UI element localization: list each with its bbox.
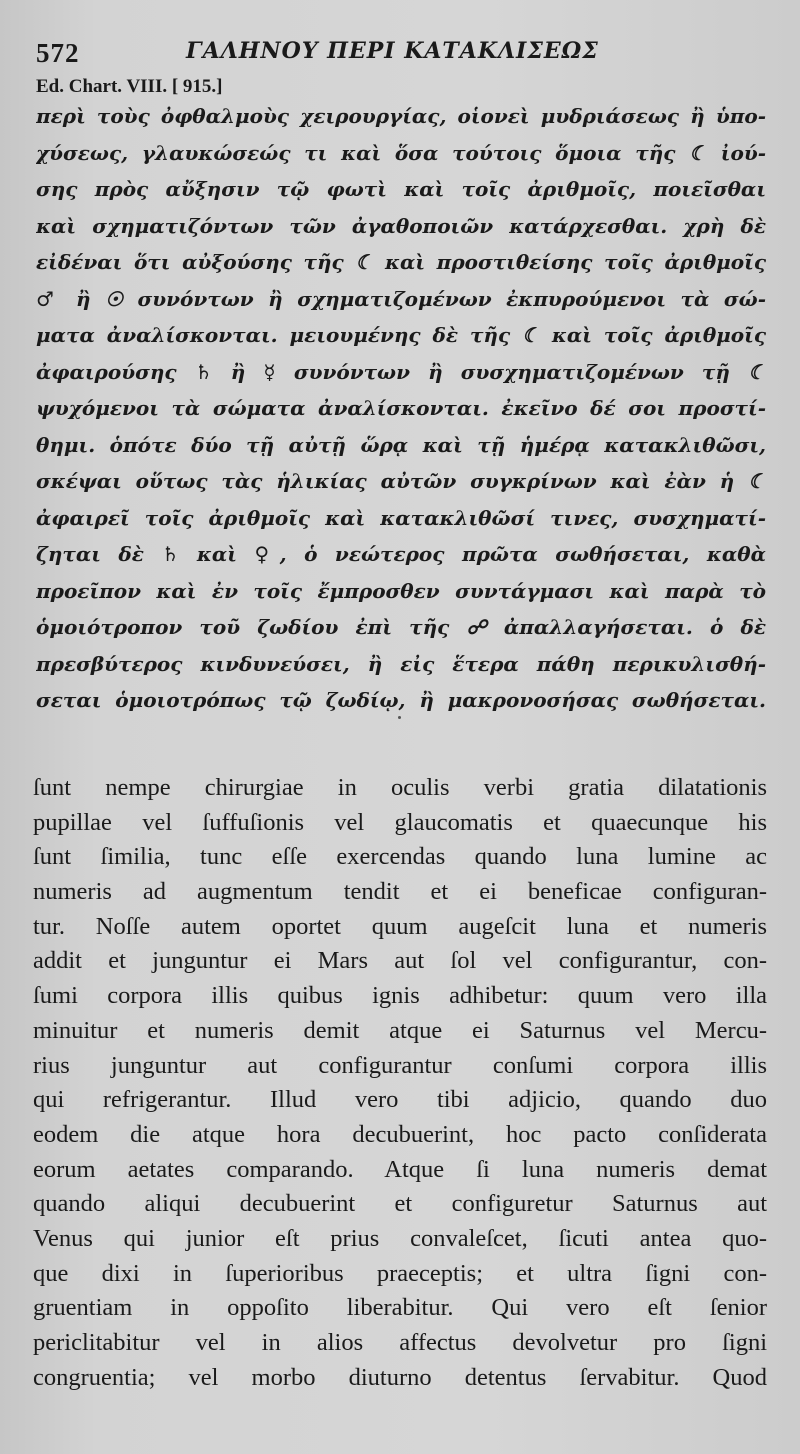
greek-text-line: χύσεως, γλαυκώσεώς τι καὶ ὅσα τούτοις ὅμοια τῆς ☾ ἰού- [36,140,766,165]
greek-text-line: ματα ἀναλίσκονται. μειουμένης δὲ τῆς ☾ καὶ τοῖς ἀριθμοῖς [36,323,766,347]
greek-text-line: σκέψαι οὕτως τὰς ἡλικίας αὐτῶν συγκρίνων καὶ ἐὰν ἡ ☾ [36,469,766,493]
greek-text-line: περὶ τοὺς ὀφθαλμοὺς χειρουργίας, οἱονεὶ μυδριάσεως ἢ ὑπο- [36,104,766,128]
latin-text-line: periclitabitur vel in alios affectus devolvetur pro ſigni [33,1329,767,1356]
latin-text-line: minuitur et numeris demit atque ei Saturnus vel Mercu- [33,1016,767,1044]
latin-text-line: Venus qui junior eſt prius convaleſcet, ſicuti antea quo- [33,1224,767,1252]
greek-text-line: ἀφαιρεῖ τοῖς ἀριθμοῖς καὶ κατακλιθῶσί τινες, συσχηματί- [36,505,766,530]
latin-text-line: tur. Noſſe autem oportet quum augeſcit luna et numeris [33,912,767,940]
latin-text-line: gruentiam in oppoſito liberabitur. Qui vero eſt ſenior [33,1294,767,1322]
latin-text-line: ſunt ſimilia, tunc eſſe exercendas quando luna lumine ac [33,843,767,871]
greek-text-line: καὶ σχηματιζόντων τῶν ἀγαθοποιῶν κατάρχεσθαι. χρὴ δὲ [36,213,766,238]
greek-text-line: ♂ ἢ ☉ συνόντων ἢ σχηματιζομένων ἐκπυρούμενοι τὰ σώ- [36,286,766,311]
latin-text-line: numeris ad augmentum tendit et ei beneficae configuran- [33,878,767,906]
latin-text-line: eodem die atque hora decubuerint, hoc pacto conſiderata [33,1120,767,1148]
greek-text-line: ψυχόμενοι τὰ σώματα ἀναλίσκονται. ἐκεῖνο δέ σοι προστί- [36,396,766,420]
edition-reference: Ed. Chart. VIII. [ 915.] [36,76,223,97]
latin-text-line: addit et junguntur ei Mars aut ſol vel configurantur, con- [33,947,767,975]
greek-text-line: ζηται δὲ ♄ καὶ ♀, ὁ νεώτερος πρῶτα σωθήσεται, καθὰ [36,542,766,566]
greek-text-block [36,98,766,719]
greek-text-line: πρεσβύτερος κινδυνεύσει, ἢ εἰς ἕτερα πάθη περικυλισθή- [36,651,766,676]
latin-text-line: qui refrigerantur. Illud vero tibi adjicio, quando duo [33,1086,767,1114]
latin-text-line: ſumi corpora illis quibus ignis adhibetur: quum vero illa [33,982,767,1010]
greek-text-line: ἀφαιρούσης ♄ ἢ ☿ συνόντων ἢ συσχηματιζομένων τῇ ☾ [36,359,766,384]
latin-text-line: que dixi in ſuperioribus praeceptis; et ultra ſigni con- [33,1259,767,1287]
page-header [36,36,776,76]
running-title: ΓΑΛΗΝΟΥ ΠΕΡΙ ΚΑΤΑΚΛΙΣΕΩΣ [186,38,599,64]
latin-text-line: pupillae vel ſuffuſionis vel glaucomatis et quaecunque his [33,808,767,836]
greek-text-line: προεῖπον καὶ ἐν τοῖς ἔμπροσθεν συντάγμασι καὶ παρὰ τὸ [36,578,766,603]
greek-text-line: σης πρὸς αὔξησιν τῷ φωτὶ καὶ τοῖς ἀριθμοῖς, ποιεῖσθαι [36,177,766,201]
latin-text-block [33,771,767,1395]
page-number: 572 [36,38,80,68]
greek-text-line: ὁμοιότροπον τοῦ ζωδίου ἐπὶ τῆς ☍ ἀπαλλαγήσεται. ὁ δὲ [36,615,766,639]
latin-text-line: congruentia; vel morbo diuturno detentus ſervabitur. Quod [33,1363,767,1391]
latin-text-line: rius junguntur aut configurantur conſumi corpora illis [33,1051,767,1079]
latin-text-line: eorum aetates comparando. Atque ſi luna numeris demat [33,1155,767,1183]
latin-text-line: quando aliqui decubuerint et configuretur Saturnus aut [33,1190,767,1218]
greek-text-line: εἰδέναι ὅτι αὐξούσης τῆς ☾ καὶ προστιθείσης τοῖς ἀριθμοῖς [36,250,766,274]
section-divider-dot [398,716,401,719]
latin-text-line: ſunt nempe chirurgiae in oculis verbi gratia dilatationis [33,774,767,801]
greek-text-line: θημι. ὁπότε δύο τῇ αὐτῇ ὥρᾳ καὶ τῇ ἡμέρᾳ κατακλιθῶσι, [36,432,766,457]
greek-text-line: σεται ὁμοιοτρόπως τῷ ζωδίῳ, ἢ μακρονοσήσας σωθήσεται. [36,688,766,712]
